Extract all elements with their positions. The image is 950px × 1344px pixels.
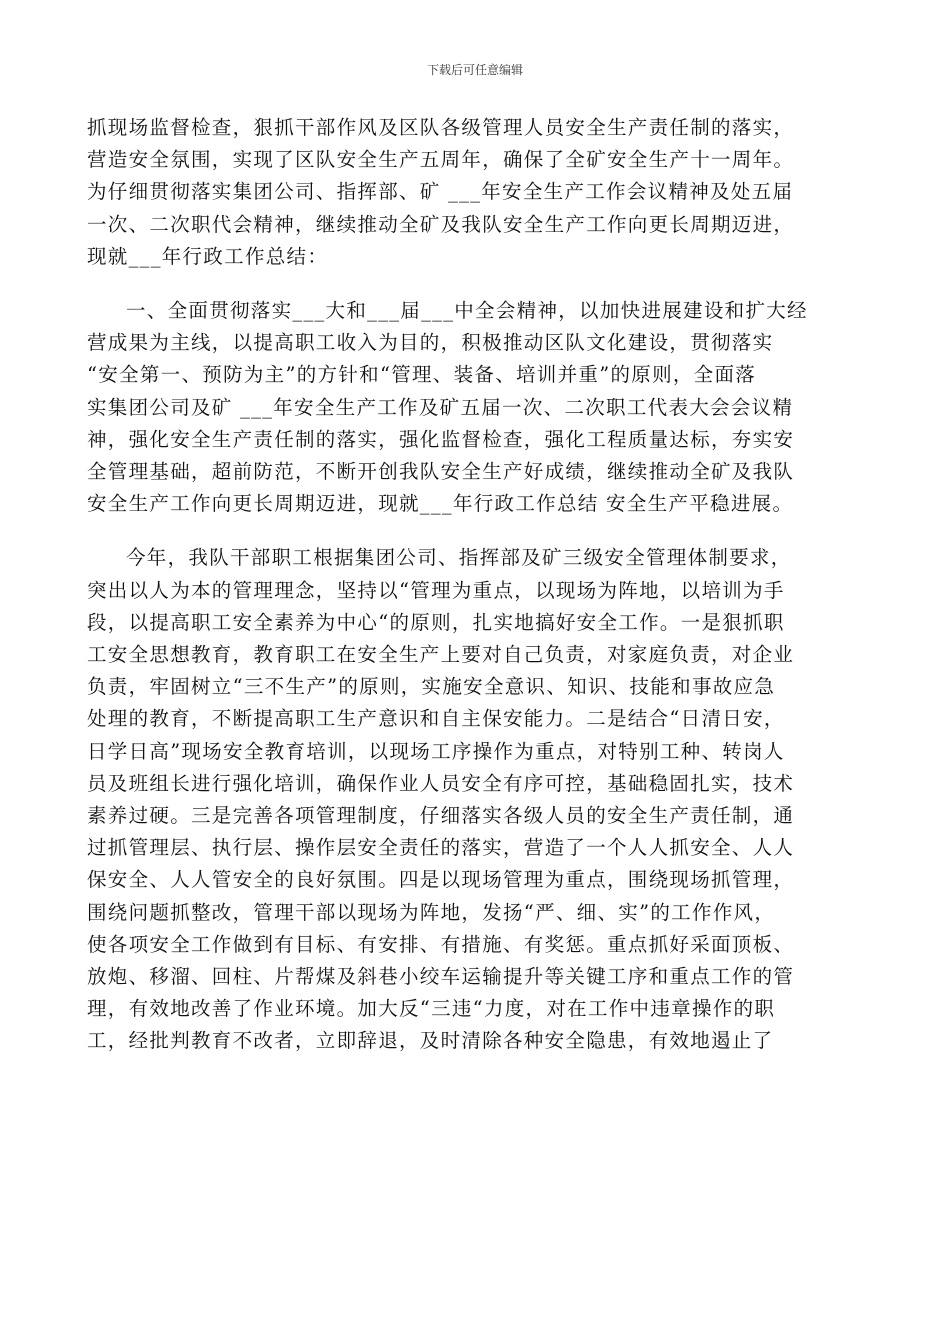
text-line: 负责，牢固树立“三不生产”的原则，实施安全意识、知识、技能和事故应急 <box>87 675 776 699</box>
text-line: 神，强化安全生产责任制的落实，强化监督检查，强化工程质量达标，夯实安 <box>87 427 795 451</box>
text-line: 为仔细贯彻落实集团公司、指挥部、矿 ___年安全生产工作会议精神及处五届 <box>87 180 794 204</box>
text-line: 营造安全氛围，实现了区队安全生产五周年，确保了全矿安全生产十一周年。 <box>87 148 795 172</box>
text-line: 实集团公司及矿 ___年安全生产工作及矿五届一次、二次职工代表大会会议精 <box>87 395 794 419</box>
text-line: 理，有效地改善了作业环境。加大反“三违“力度，对在工作中违章操作的职 <box>87 997 776 1021</box>
text-line: 一、全面贯彻落实___大和___届___中全会精神，以加快进展建设和扩大经 <box>126 299 808 323</box>
text-line: 员及班组长进行强化培训，确保作业人员安全有序可控，基础稳固扎实，技术 <box>87 771 795 795</box>
text-line: 保安全、人人管安全的良好氛围。四是以现场管理为重点，围绕现场抓管理， <box>87 868 795 892</box>
document-body <box>87 112 862 1058</box>
text-line: 过抓管理层、执行层、操作层安全责任的落实，营造了一个人人抓安全、人人 <box>87 836 795 860</box>
text-line: 抓现场监督检查，狠抓干部作风及区队各级管理人员安全生产责任制的落实， <box>87 116 795 139</box>
text-line: 使各项安全工作做到有目标、有安排、有措施、有奖惩。重点抓好采面顶板、 <box>87 932 795 956</box>
text-line: 全管理基础，超前防范，不断开创我队安全生产好成绩，继续推动全矿及我队 <box>87 460 795 484</box>
text-line: 放炮、移溜、回柱、片帮煤及斜巷小绞车运输提升等关键工序和重点工作的管 <box>87 965 795 989</box>
text-line: 围绕问题抓整改，管理干部以现场为阵地，发扬“严、细、实”的工作作风， <box>87 900 776 924</box>
text-line: 工安全思想教育，教育职工在安全生产上要对自己负责，对家庭负责，对企业 <box>87 643 795 667</box>
text-line: 素养过硬。三是完善各项管理制度，仔细落实各级人员的安全生产责任制，通 <box>87 804 795 828</box>
text-line: 日学日高”现场安全教育培训，以现场工序操作为重点，对特别工种、转岗人 <box>87 739 785 763</box>
text-line: 安全生产工作向更长周期迈进，现就___年行政工作总结 安全生产平稳进展。 <box>87 492 794 516</box>
text-line: 一次、二次职代会精神，继续推动全矿及我队安全生产工作向更长周期迈进， <box>87 212 795 236</box>
text-line: “安全第一、预防为主”的方针和“管理、装备、培训并重”的原则，全面落 <box>87 363 757 387</box>
text-line: 段，以提高职工安全素养为中心“的原则，扎实地搞好安全工作。一是狠抓职 <box>87 610 785 634</box>
text-line: 突出以人为本的管理理念，坚持以“管理为重点，以现场为阵地，以培训为手 <box>87 578 785 602</box>
paragraph-this-year <box>87 542 862 1057</box>
text-line: 现就___年行政工作总结： <box>87 244 329 268</box>
page-header: 下载后可任意编辑 <box>426 63 523 77</box>
text-line: 处理的教育，不断提高职工生产意识和自主保安能力。二是结合“日清日安， <box>87 707 785 731</box>
paragraph-section-one <box>87 295 862 520</box>
text-line: 营成果为主线，以提高职工收入为目的，积极推动区队文化建设，贯彻落实 <box>87 331 774 355</box>
text-line: 工，经批判教育不改者，立即辞退，及时清除各种安全隐患，有效地遏止了 <box>87 1029 774 1053</box>
paragraph-intro <box>87 112 862 273</box>
text-line: 今年，我队干部职工根据集团公司、指挥部及矿三级安全管理体制要求， <box>126 546 792 570</box>
